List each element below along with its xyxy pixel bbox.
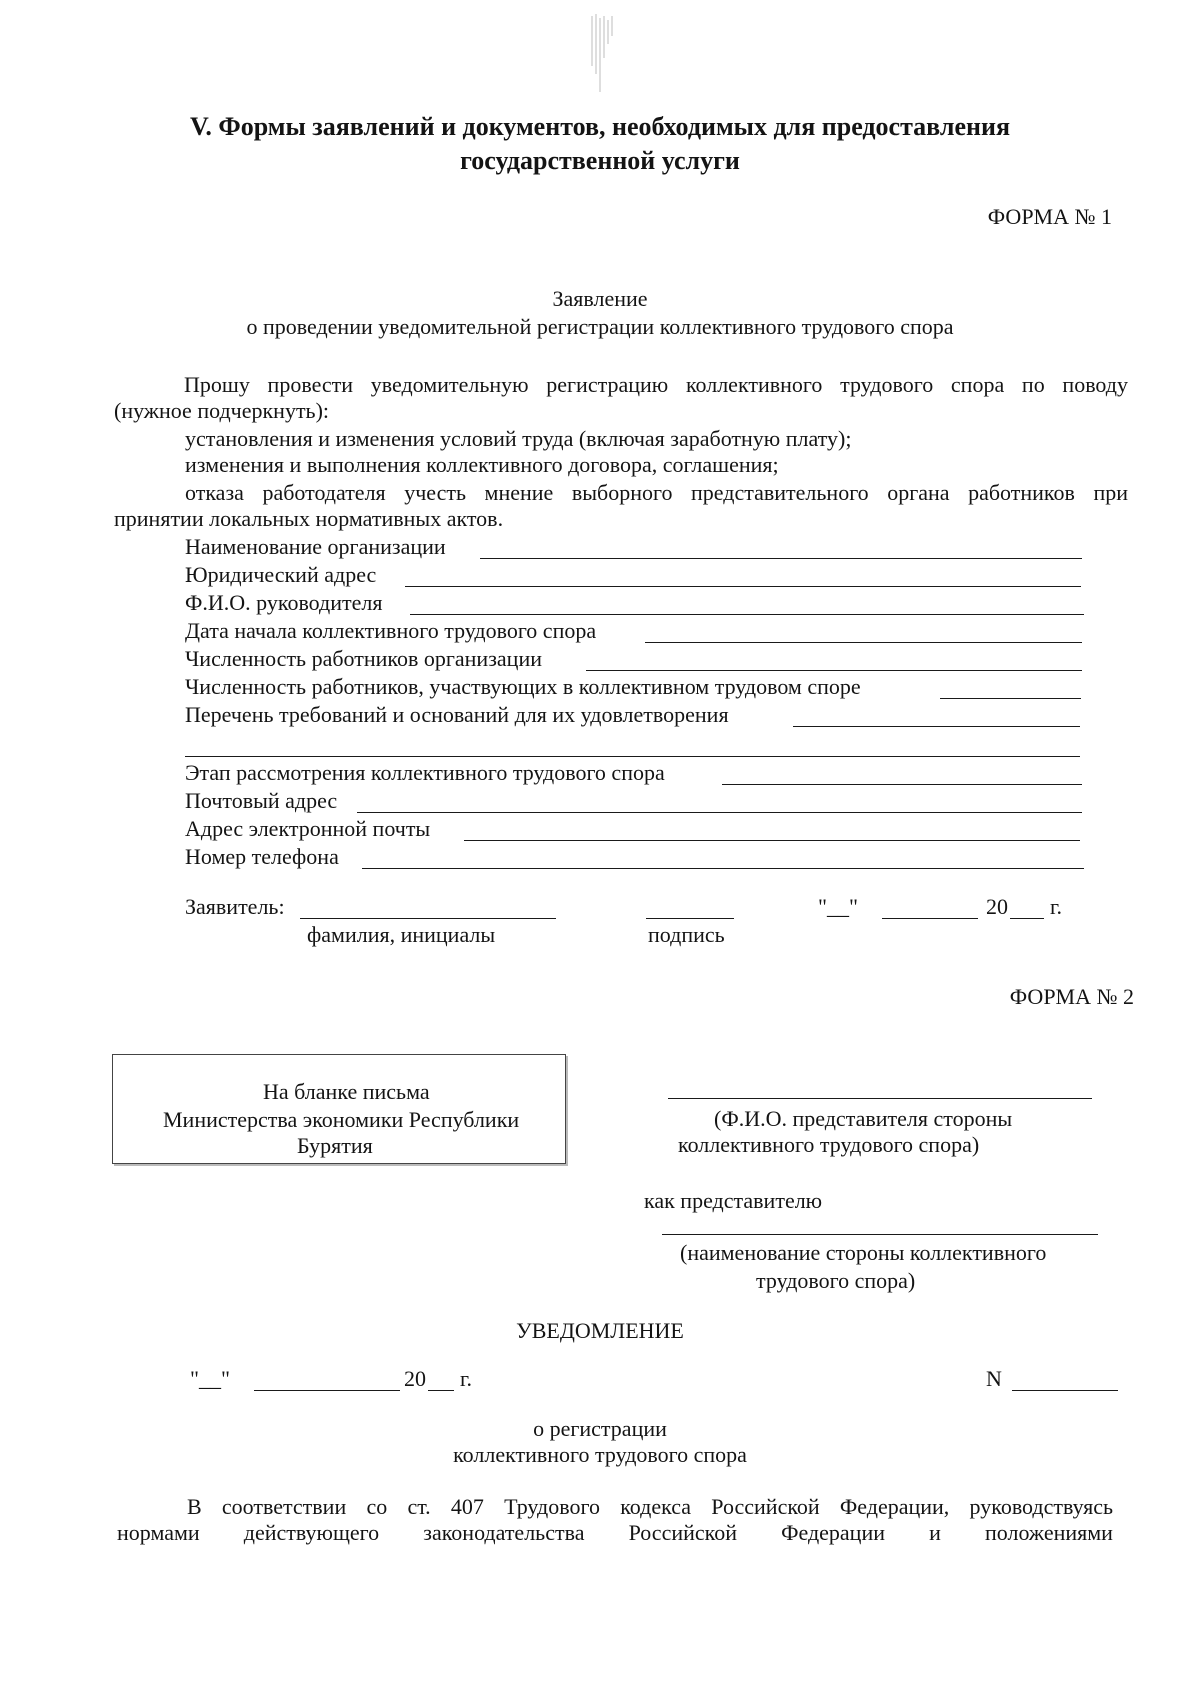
- field-dispute-stage-label: Этап рассмотрения коллективного трудового спора: [185, 760, 669, 786]
- field-line-legal-address[interactable]: [405, 586, 1081, 587]
- party-name-line[interactable]: [662, 1234, 1098, 1235]
- applicant-signature-line[interactable]: [646, 918, 734, 919]
- applicant-date-day: "__": [818, 894, 858, 919]
- notice-body-word: нормами: [117, 1520, 200, 1545]
- notice-body-word: Федерации: [781, 1520, 885, 1545]
- as-representative-label: как представителю: [644, 1188, 823, 1213]
- field-line-demands-list-extra[interactable]: [185, 756, 1080, 757]
- notice-title: УВЕДОМЛЕНИЕ: [516, 1318, 684, 1343]
- field-postal-address-label: Почтовый адрес: [185, 788, 341, 814]
- letterhead-line-3: Бурятия: [297, 1133, 373, 1158]
- field-phone-label: Номер телефона: [185, 844, 343, 870]
- applicant-label: Заявитель:: [185, 894, 285, 919]
- field-org-name-label: Наименование организации: [185, 534, 450, 560]
- applicant-date-year: 20: [986, 894, 1008, 919]
- recipient-name-line[interactable]: [668, 1098, 1092, 1099]
- notice-body-word: Российской: [628, 1520, 737, 1545]
- field-line-demands-list[interactable]: [793, 726, 1080, 727]
- option-employer-refusal-cont: принятии локальных нормативных актов.: [114, 506, 504, 531]
- notice-date-year-suffix: г.: [460, 1366, 473, 1391]
- notice-body-word: положениями: [985, 1520, 1113, 1545]
- option-employer-refusal: отказа работодателя учесть мнение выборного представительного органа работников при: [185, 480, 1128, 505]
- field-line-director-name[interactable]: [410, 614, 1084, 615]
- form-2-label: ФОРМА № 2: [1009, 984, 1134, 1009]
- applicant-date-year-suffix: г.: [1050, 894, 1063, 919]
- letterhead-line-2: Министерства экономики Республики: [163, 1107, 520, 1132]
- form-1-label: ФОРМА № 1: [987, 204, 1112, 229]
- notice-date-month-line[interactable]: [254, 1390, 400, 1391]
- notice-body-word: законодательства: [423, 1520, 585, 1545]
- recipient-caption-line-2: коллективного трудового спора): [678, 1132, 980, 1157]
- field-line-dispute-stage[interactable]: [722, 784, 1082, 785]
- notice-body-word: действующего: [243, 1520, 380, 1545]
- form-1-heading: Заявление: [552, 286, 648, 311]
- applicant-date-month-line[interactable]: [882, 918, 978, 919]
- form-1-intro-line-2: (нужное подчеркнуть):: [114, 398, 330, 423]
- notice-subject-line-2: коллективного трудового спора: [453, 1442, 747, 1467]
- field-line-email[interactable]: [464, 840, 1080, 841]
- field-line-dispute-start-date[interactable]: [645, 642, 1082, 643]
- notice-body-line-1: В соответствии со ст. 407 Трудового кодекса Российской Федерации, руководствуясь: [187, 1494, 1113, 1519]
- notice-body-line-2: [117, 1520, 1113, 1546]
- field-line-phone[interactable]: [362, 868, 1084, 869]
- field-participants-count-label: Численность работников, участвующих в коллективном трудовом споре: [185, 674, 865, 700]
- letterhead-line-1: На бланке письма: [263, 1079, 430, 1104]
- field-line-participants-count[interactable]: [940, 698, 1081, 699]
- notice-number-label: N: [986, 1366, 1002, 1391]
- field-dispute-start-date-label: Дата начала коллективного трудового спора: [185, 618, 600, 644]
- letterhead-box: [112, 1054, 566, 1164]
- field-legal-address-label: Юридический адрес: [185, 562, 380, 588]
- section-title-line-1: V. Формы заявлений и документов, необходимых для предоставления: [189, 112, 1011, 141]
- option-working-conditions: установления и изменения условий труда (включая заработную плату);: [185, 426, 852, 451]
- form-1-subheading: о проведении уведомительной регистрации коллективного трудового спора: [246, 314, 954, 339]
- option-collective-agreement: изменения и выполнения коллективного договора, соглашения;: [185, 452, 779, 477]
- section-title: [100, 110, 1100, 178]
- field-line-org-name[interactable]: [480, 558, 1082, 559]
- field-demands-list-label: Перечень требований и оснований для их удовлетворения: [185, 702, 733, 728]
- field-director-name-label: Ф.И.О. руководителя: [185, 590, 386, 616]
- section-title-line-2: государственной услуги: [460, 146, 740, 175]
- recipient-caption-line-1: (Ф.И.О. представителя стороны: [714, 1106, 1013, 1131]
- notice-date-year-line[interactable]: [428, 1390, 454, 1391]
- caption-name-initials: фамилия, инициалы: [307, 922, 496, 947]
- field-email-label: Адрес электронной почты: [185, 816, 434, 842]
- field-line-postal-address[interactable]: [357, 812, 1082, 813]
- scan-artifact-icon: [588, 14, 618, 94]
- caption-signature: подпись: [648, 922, 725, 947]
- party-caption-line-1: (наименование стороны коллективного: [680, 1240, 1047, 1265]
- notice-body-word: и: [929, 1520, 941, 1545]
- field-line-employee-count[interactable]: [586, 670, 1082, 671]
- notice-subject-line-1: о регистрации: [533, 1416, 667, 1441]
- form-1-intro-line-1: Прошу провести уведомительную регистрацию коллективного трудового спора по поводу: [184, 372, 1128, 397]
- applicant-date-year-line[interactable]: [1010, 918, 1044, 919]
- notice-number-line[interactable]: [1012, 1390, 1118, 1391]
- party-caption-line-2: трудового спора): [756, 1268, 916, 1293]
- notice-date-year: 20: [404, 1366, 426, 1391]
- field-employee-count-label: Численность работников организации: [185, 646, 546, 672]
- applicant-name-line[interactable]: [300, 918, 556, 919]
- notice-date-day: "__": [190, 1366, 230, 1391]
